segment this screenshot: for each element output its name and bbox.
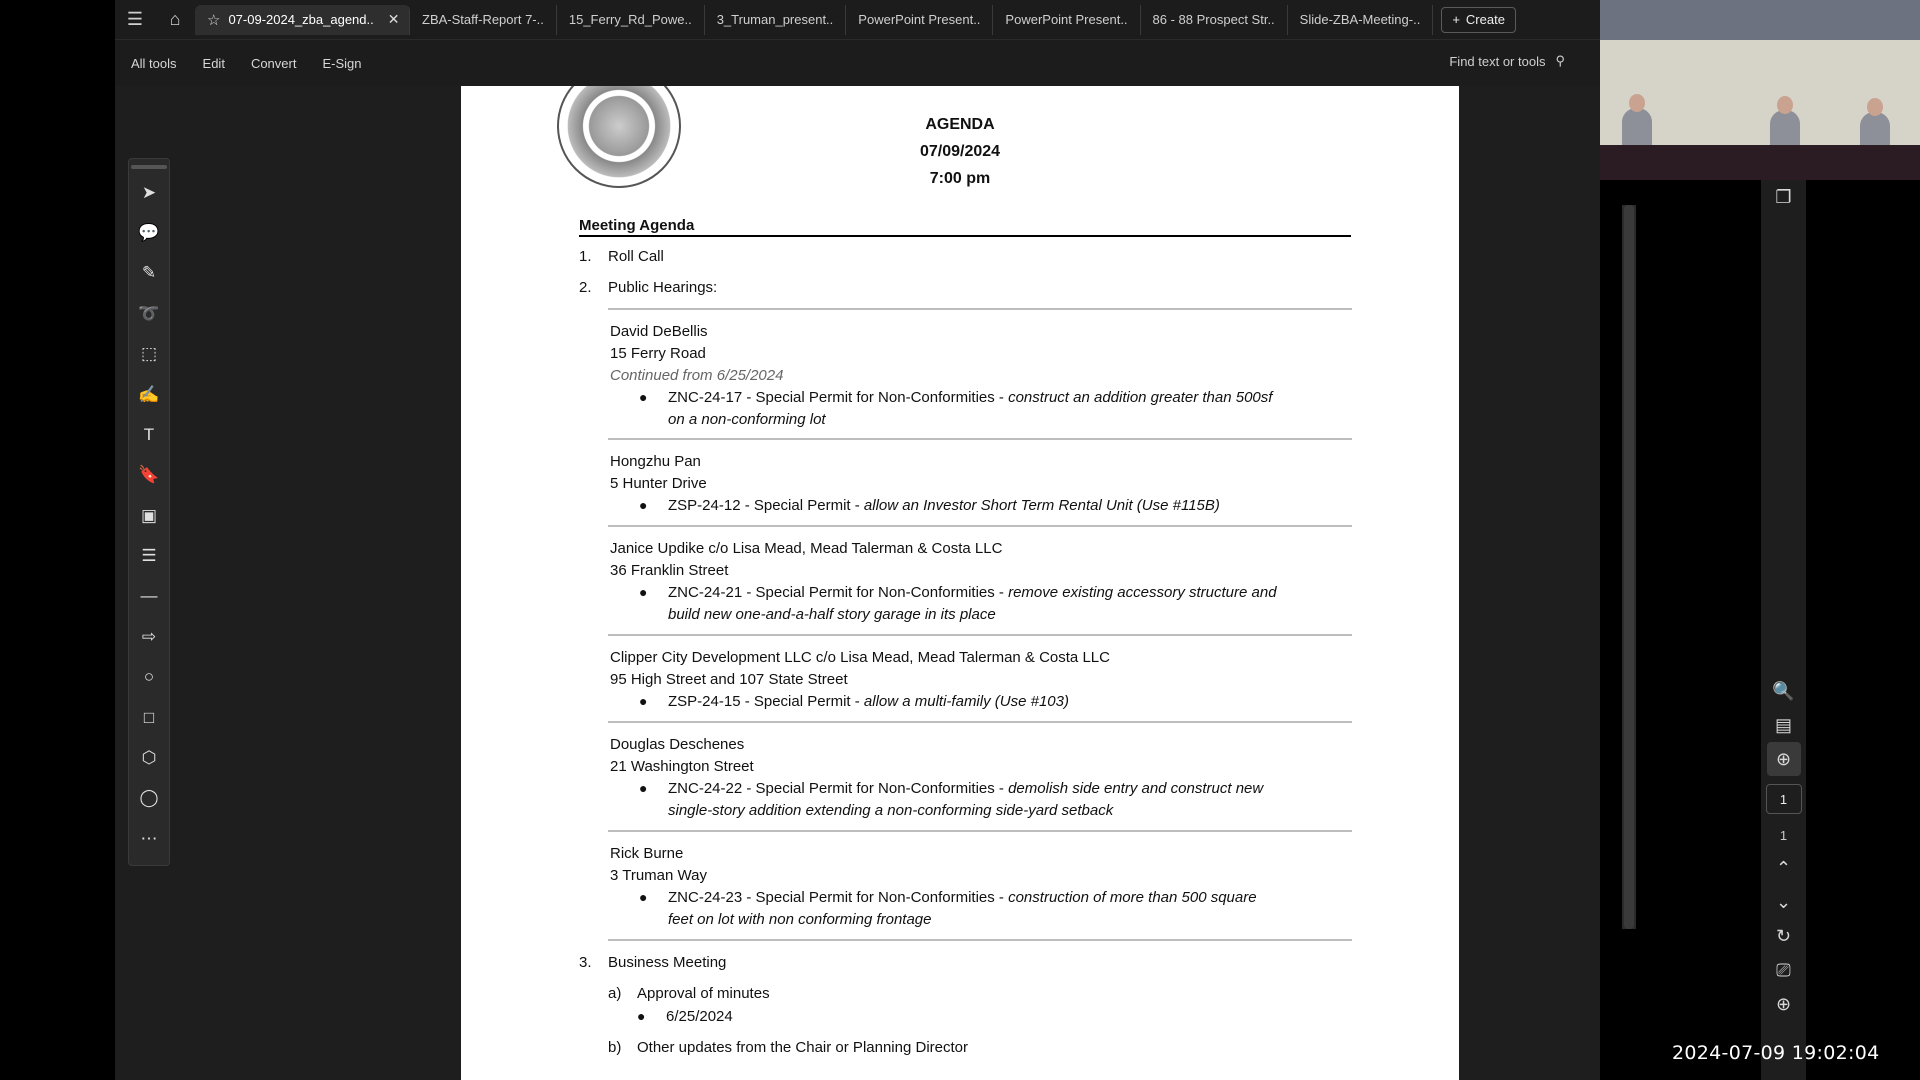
search-document-icon[interactable]: 🔍 <box>1772 680 1795 701</box>
bullet-icon: ● <box>639 389 648 405</box>
hearing-address: 21 Washington Street <box>610 758 754 775</box>
webcam-top-strip <box>1600 0 1920 40</box>
tab-powerpoint-2[interactable] <box>993 5 1140 35</box>
item-number: 2. <box>579 279 592 296</box>
case-description-cont: build new one-and-a-half story garage in its place <box>668 606 996 623</box>
case-description: construction of more than 500 square <box>1008 889 1257 906</box>
case-description-cont: on a non-conforming lot <box>668 411 826 428</box>
select-arrow-icon[interactable]: ➤ <box>141 182 157 202</box>
page-number-input[interactable]: 1 <box>1766 784 1802 814</box>
hamburger-menu-icon[interactable]: ☰ <box>126 9 144 29</box>
menu-convert[interactable]: Convert <box>250 55 297 71</box>
hearing-address: 95 High Street and 107 State Street <box>610 671 848 688</box>
tab-label: 07-09-2024_zba_agend.. <box>228 12 374 27</box>
agenda-time: 7:00 pm <box>929 170 991 187</box>
section-title: Meeting Agenda <box>579 217 695 234</box>
star-icon[interactable]: ☆ <box>207 11 221 29</box>
zoom-in-icon[interactable]: ⊕ <box>1775 993 1792 1014</box>
fit-page-icon[interactable]: ⎚ <box>1776 959 1791 980</box>
chevron-down-icon[interactable]: ⌄ <box>1775 891 1792 912</box>
bullet-icon: ● <box>639 780 648 796</box>
line-icon[interactable]: — <box>140 586 158 606</box>
page-count: 1 <box>1779 828 1788 843</box>
hearing-applicant: Janice Updike c/o Lisa Mead, Mead Talerman & Costa LLC <box>610 540 1003 557</box>
hearing-note: Continued from 6/25/2024 <box>610 367 784 384</box>
tab-zba-staff-report[interactable] <box>410 5 557 35</box>
agenda-title: AGENDA <box>925 116 995 133</box>
tab-prospect-street[interactable] <box>1141 5 1288 35</box>
left-tool-rail <box>128 158 170 866</box>
add-text-icon[interactable]: T <box>143 424 155 444</box>
plus-icon: + <box>1452 12 1460 27</box>
oval-icon[interactable]: ○ <box>143 667 155 687</box>
menu-all-tools[interactable]: All tools <box>131 55 177 71</box>
pdf-page <box>461 86 1459 1080</box>
hearing-address: 36 Franklin Street <box>610 562 729 579</box>
close-icon[interactable]: ✕ <box>387 11 400 27</box>
hearing-applicant: Hongzhu Pan <box>610 453 701 470</box>
tab-label: PowerPoint Present.. <box>1005 12 1128 27</box>
tab-label: 3_Truman_present.. <box>716 12 834 27</box>
bullet-icon: ● <box>637 1008 646 1024</box>
rotate-icon[interactable]: ↻ <box>1775 925 1792 946</box>
find-label: Find text or tools <box>1449 53 1546 69</box>
find-text-or-tools[interactable] <box>1449 53 1565 69</box>
stream-timestamp: 2024-07-09 19:02:04 <box>1672 1042 1880 1064</box>
hearing-case <box>668 389 1272 406</box>
hearing-applicant: Douglas Deschenes <box>610 736 745 753</box>
tab-label: Slide-ZBA-Meeting-.. <box>1299 12 1421 27</box>
tab-zba-agenda[interactable] <box>195 5 410 35</box>
create-button[interactable] <box>1441 7 1516 33</box>
stamp-icon[interactable]: ▣ <box>140 505 158 525</box>
add-comment-icon[interactable]: 💬 <box>138 223 160 243</box>
case-description: demolish side entry and construct new <box>1008 780 1264 797</box>
item-public-hearings: Public Hearings: <box>608 279 718 296</box>
case-id: ZNC-24-23 - Special Permit for Non-Conformities - <box>668 889 1009 906</box>
webcam-overlay <box>1600 0 1920 180</box>
person-head <box>1629 94 1645 112</box>
divider <box>608 308 1352 310</box>
polygon-icon[interactable]: ⬡ <box>141 747 157 767</box>
divider <box>608 525 1352 527</box>
case-id: ZSP-24-15 - Special Permit - <box>668 693 864 710</box>
document-area[interactable] <box>115 86 1600 1080</box>
rectangle-icon[interactable]: □ <box>143 707 155 727</box>
tab-label: ZBA-Staff-Report 7-.. <box>422 12 544 27</box>
text-select-icon[interactable]: ⬚ <box>140 344 158 364</box>
divider <box>608 721 1352 723</box>
menu-bar <box>115 40 1600 86</box>
signature-icon[interactable]: ✍ <box>138 384 160 404</box>
bullet-icon: ● <box>639 497 648 513</box>
case-description: remove existing accessory structure and <box>1008 584 1277 601</box>
create-label: Create <box>1465 12 1505 27</box>
tab-label: 15_Ferry_Rd_Powe.. <box>568 12 692 27</box>
home-icon[interactable]: ⌂ <box>169 9 181 29</box>
case-description: allow a multi-family (Use #103) <box>863 693 1069 710</box>
item-roll-call: Roll Call <box>608 248 664 265</box>
hearing-case <box>668 584 1277 601</box>
chevron-up-icon[interactable]: ⌃ <box>1775 857 1792 878</box>
case-id: ZNC-24-17 - Special Permit for Non-Conformities - <box>668 389 1009 406</box>
hearing-case <box>668 693 1069 710</box>
sub-item-approval: Approval of minutes <box>637 985 770 1002</box>
hearing-applicant: David DeBellis <box>610 323 708 340</box>
highlight-pen-icon[interactable]: ✎ <box>141 263 157 283</box>
hearing-address: 3 Truman Way <box>610 867 707 884</box>
bullet-icon: ● <box>639 584 648 600</box>
scrollbar-thumb[interactable] <box>1624 205 1634 929</box>
tab-label: PowerPoint Present.. <box>858 12 981 27</box>
item-number: 3. <box>579 954 592 971</box>
item-business-meeting: Business Meeting <box>608 954 727 971</box>
case-id: ZNC-24-22 - Special Permit for Non-Conformities - <box>668 780 1009 797</box>
hearing-case <box>668 497 1220 514</box>
vertical-scrollbar[interactable] <box>1622 205 1636 929</box>
tab-label: 86 - 88 Prospect Str.. <box>1152 12 1275 27</box>
drag-handle[interactable] <box>131 165 167 169</box>
case-description-cont: single-story addition extending a non-conforming side-yard setback <box>668 802 1114 819</box>
hearing-address: 15 Ferry Road <box>610 345 706 362</box>
divider <box>608 634 1352 636</box>
item-number: 1. <box>579 248 592 265</box>
sub-item-letter: a) <box>608 985 622 1002</box>
agenda-date: 07/09/2024 <box>919 143 1001 160</box>
right-tool-panel <box>1761 178 1806 1080</box>
hearing-case <box>668 889 1257 906</box>
case-description: construct an addition greater than 500sf <box>1008 389 1273 406</box>
hearing-case <box>668 780 1263 797</box>
person-head <box>1777 96 1793 114</box>
zoom-page-icon[interactable]: ⊕ <box>1767 742 1801 776</box>
person-head <box>1867 98 1883 116</box>
minutes-date: 6/25/2024 <box>666 1008 733 1025</box>
divider <box>608 939 1352 941</box>
more-tools-icon[interactable]: ⋯ <box>140 828 158 848</box>
tab-bar <box>115 0 1600 40</box>
search-icon: ⚲ <box>1555 53 1565 68</box>
menu-esign[interactable]: E-Sign <box>322 55 362 71</box>
pages-panel-icon[interactable]: ❐ <box>1775 186 1792 207</box>
cloud-icon[interactable]: ◯ <box>139 788 159 808</box>
hearing-applicant: Rick Burne <box>610 845 684 862</box>
menu-edit[interactable]: Edit <box>202 55 225 71</box>
person-figure <box>1622 108 1652 148</box>
hearing-address: 5 Hunter Drive <box>610 475 707 492</box>
person-figure <box>1770 110 1800 150</box>
webcam-desk <box>1600 145 1920 180</box>
sub-item-letter: b) <box>608 1039 622 1056</box>
freehand-draw-icon[interactable]: ➰ <box>138 303 160 323</box>
sub-item-other-updates: Other updates from the Chair or Planning Director <box>637 1039 968 1056</box>
bullet-icon: ● <box>639 693 648 709</box>
tab-slide-zba[interactable] <box>1288 5 1434 35</box>
case-description: allow an Investor Short Term Rental Unit (Use #115B) <box>863 497 1220 514</box>
export-pdf-icon[interactable]: ▤ <box>1774 714 1792 735</box>
case-description-cont: feet on lot with non conforming frontage <box>668 911 932 928</box>
case-id: ZNC-24-21 - Special Permit for Non-Conformities - <box>668 584 1009 601</box>
bookmark-icon[interactable]: 🔖 <box>138 465 160 485</box>
tab-ferry-rd[interactable] <box>557 5 705 35</box>
pdf-viewer-window <box>115 0 1600 1080</box>
section-divider <box>579 235 1351 237</box>
bullet-icon: ● <box>639 889 648 905</box>
text-box-icon[interactable]: ☰ <box>141 546 157 566</box>
divider <box>608 830 1352 832</box>
tab-powerpoint-1[interactable] <box>846 5 993 35</box>
tab-truman[interactable] <box>705 5 847 35</box>
divider <box>608 438 1352 440</box>
arrow-icon[interactable]: ⇨ <box>141 626 157 646</box>
case-id: ZSP-24-12 - Special Permit - <box>668 497 864 514</box>
hearing-applicant: Clipper City Development LLC c/o Lisa Mead, Mead Talerman & Costa LLC <box>610 649 1110 666</box>
